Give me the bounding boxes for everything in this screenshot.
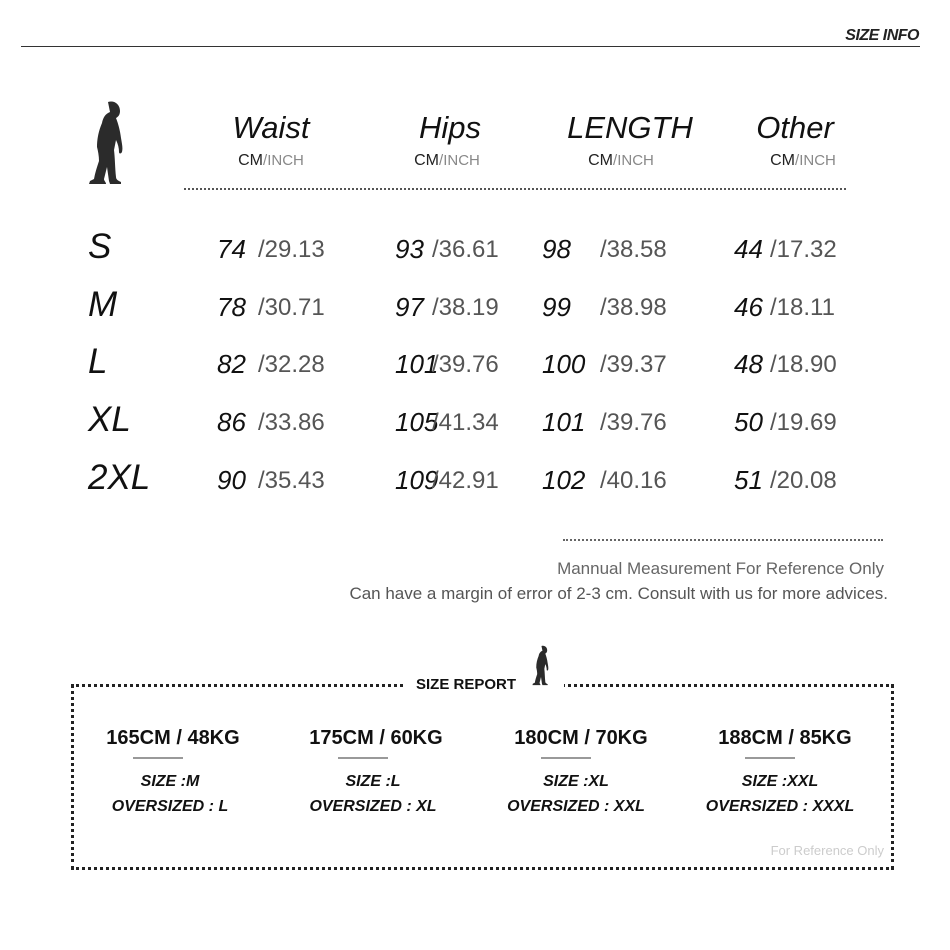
height-weight: 175CM / 60KG	[309, 727, 443, 749]
waist-cm: 82	[217, 349, 246, 379]
entry-divider	[133, 757, 183, 759]
size-label: 2XL	[88, 458, 151, 497]
unit-inch: INCH	[267, 152, 304, 169]
unit-cm: CM	[770, 152, 796, 169]
column-unit-waist	[206, 152, 336, 170]
reference-footnote: For Reference Only	[770, 843, 884, 858]
waist-inch: /35.43	[258, 467, 325, 494]
size-label: M	[88, 285, 118, 324]
length-inch: /39.37	[600, 351, 667, 378]
column-unit-hips	[382, 152, 512, 170]
column-header-waist: Waist	[232, 110, 310, 145]
size-report-title: SIZE REPORT	[416, 676, 517, 693]
other-inch: /17.32	[770, 236, 837, 263]
header-dotted-divider	[184, 188, 846, 190]
walking-ape-silhouette-icon	[86, 100, 128, 190]
hips-cm: 109	[395, 465, 439, 495]
hips-inch: /38.19	[432, 294, 499, 321]
other-cm: 46	[734, 292, 763, 322]
height-weight: 188CM / 85KG	[718, 727, 852, 749]
size-label: XL	[88, 400, 131, 439]
waist-cm: 86	[217, 407, 246, 437]
length-inch: /38.98	[600, 294, 667, 321]
hips-cm: 93	[395, 234, 424, 264]
column-unit-length	[556, 152, 686, 170]
column-header-hips: Hips	[418, 110, 481, 145]
hips-cm: 105	[395, 407, 439, 437]
length-cm: 99	[542, 292, 571, 322]
hips-inch: /41.34	[432, 409, 499, 436]
other-cm: 51	[734, 465, 763, 495]
column-header-length: LENGTH	[567, 110, 693, 145]
hips-cm: 101	[395, 349, 439, 379]
column-header-other: Other	[756, 110, 834, 145]
other-cm: 48	[734, 349, 763, 379]
waist-inch: /30.71	[258, 294, 325, 321]
other-cm: 50	[734, 407, 763, 437]
height-weight: 180CM / 70KG	[514, 727, 648, 749]
oversized-size: OVERSIZED : L	[111, 798, 229, 815]
size-label: S	[88, 227, 112, 266]
entry-divider	[745, 757, 795, 759]
other-cm: 44	[734, 234, 763, 264]
other-inch: /18.11	[770, 294, 835, 321]
unit-cm: CM	[588, 152, 614, 169]
oversized-size: OVERSIZED : XXXL	[705, 798, 855, 815]
unit-sep: /	[263, 152, 268, 169]
other-inch: /20.08	[770, 467, 837, 494]
header-divider	[21, 46, 920, 47]
length-inch: /40.16	[600, 467, 667, 494]
length-cm: 98	[542, 234, 571, 264]
unit-cm: CM	[414, 152, 440, 169]
recommended-size: SIZE :L	[345, 773, 401, 790]
unit-inch: INCH	[799, 152, 836, 169]
unit-sep: /	[613, 152, 618, 169]
recommended-size: SIZE :XXL	[741, 773, 819, 790]
column-unit-other	[738, 152, 868, 170]
unit-sep: /	[795, 152, 800, 169]
walking-ape-silhouette-icon	[531, 643, 551, 690]
recommended-size: SIZE :XL	[543, 773, 609, 790]
recommended-size: SIZE :M	[140, 773, 200, 790]
unit-cm: CM	[238, 152, 264, 169]
length-cm: 102	[542, 465, 586, 495]
size-label: L	[88, 342, 108, 381]
waist-inch: /29.13	[258, 236, 325, 263]
other-inch: /19.69	[770, 409, 837, 436]
notes-dotted-divider	[563, 539, 883, 541]
entry-divider	[338, 757, 388, 759]
length-cm: 101	[542, 407, 586, 437]
unit-sep: /	[439, 152, 444, 169]
entry-divider	[541, 757, 591, 759]
length-inch: /39.76	[600, 409, 667, 436]
length-cm: 100	[542, 349, 586, 379]
waist-cm: 90	[217, 465, 246, 495]
waist-inch: /33.86	[258, 409, 325, 436]
height-weight: 165CM / 48KG	[106, 727, 240, 749]
measurement-note: Mannual Measurement For Reference Only	[557, 559, 884, 578]
hips-inch: /36.61	[432, 236, 499, 263]
other-inch: /18.90	[770, 351, 837, 378]
length-inch: /38.58	[600, 236, 667, 263]
hips-cm: 97	[395, 292, 424, 322]
unit-inch: INCH	[617, 152, 654, 169]
waist-inch: /32.28	[258, 351, 325, 378]
hips-inch: /42.91	[432, 467, 499, 494]
waist-cm: 78	[217, 292, 246, 322]
margin-of-error-note: Can have a margin of error of 2-3 cm. Consult with us for more advices.	[349, 584, 888, 603]
hips-inch: /39.76	[432, 351, 499, 378]
oversized-size: OVERSIZED : XXL	[507, 798, 645, 815]
oversized-size: OVERSIZED : XL	[309, 798, 437, 815]
waist-cm: 74	[217, 234, 246, 264]
page-title: SIZE INFO	[845, 27, 919, 44]
unit-inch: INCH	[443, 152, 480, 169]
